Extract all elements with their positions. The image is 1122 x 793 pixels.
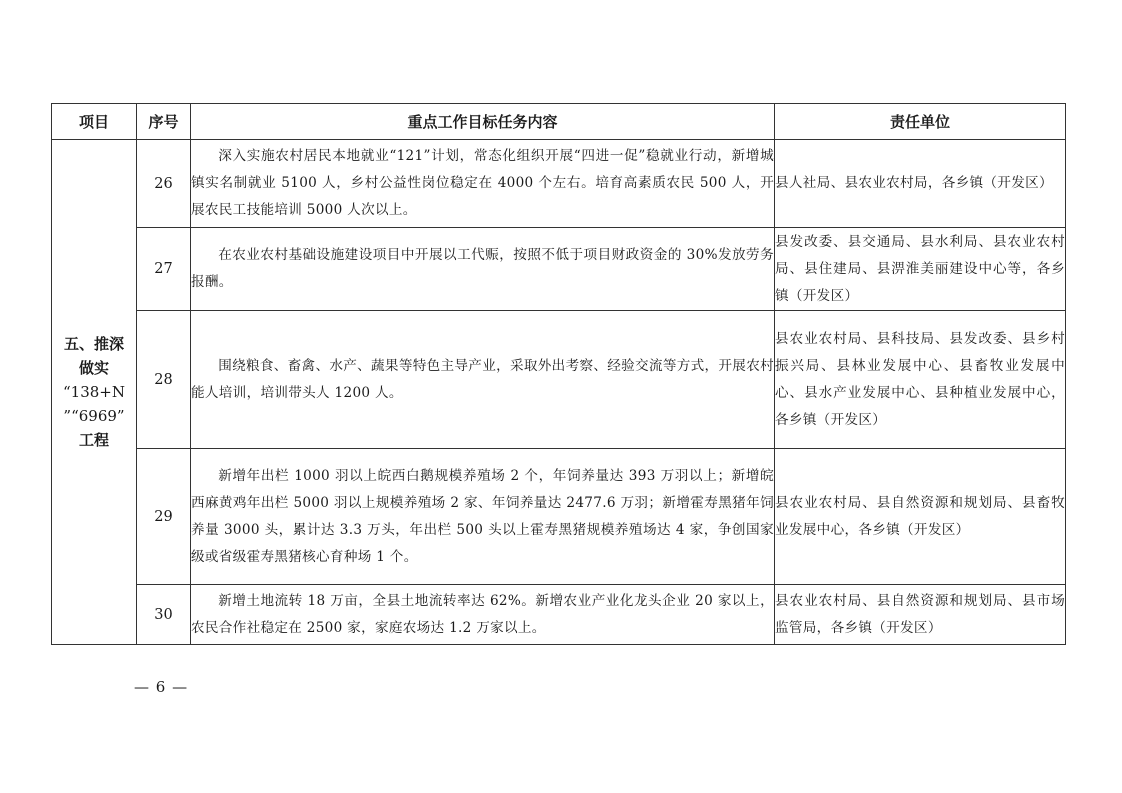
row-number: 29 (137, 449, 191, 585)
responsible-unit: 县发改委、县交通局、县水利局、县农业农村局、县住建局、县淠淮美丽建设中心等，各乡镇（开发区） (775, 228, 1066, 311)
responsible-unit: 县农业农村局、县科技局、县发改委、县乡村振兴局、县林业发展中心、县畜牧业发展中心、县水产业发展中心、县种植业发展中心，各乡镇（开发区） (775, 311, 1066, 449)
row-number: 27 (137, 228, 191, 311)
task-content: 新增土地流转 18 万亩，全县土地流转率达 62%。新增农业产业化龙头企业 20 家以上，农民合作社稳定在 2500 家，家庭农场达 1.2 万家以上。 (191, 585, 775, 645)
project-line: “138+N (63, 383, 125, 401)
page-number: — 6 — (134, 678, 189, 696)
responsible-unit: 县农业农村局、县自然资源和规划局、县畜牧业发展中心，各乡镇（开发区） (775, 449, 1066, 585)
responsible-unit: 县农业农村局、县自然资源和规划局、县市场监管局，各乡镇（开发区） (775, 585, 1066, 645)
task-content: 在农业农村基础设施建设项目中开展以工代赈，按照不低于项目财政资金的 30%发放劳务报酬。 (191, 228, 775, 311)
row-number: 28 (137, 311, 191, 449)
header-number: 序号 (137, 104, 191, 140)
header-content: 重点工作目标任务内容 (191, 104, 775, 140)
project-line: 五、推深 (63, 335, 124, 353)
task-content: 围绕粮食、畜禽、水产、蔬果等特色主导产业，采取外出考察、经验交流等方式，开展农村能人培训，培训带头人 1200 人。 (191, 311, 775, 449)
table-row (52, 311, 1066, 449)
project-category (52, 140, 137, 645)
row-number: 26 (137, 140, 191, 228)
table-header-row (52, 104, 1066, 140)
table-row (52, 228, 1066, 311)
project-line: 做实 (78, 359, 109, 377)
responsible-unit: 县人社局、县农业农村局，各乡镇（开发区） (775, 140, 1066, 228)
task-table (51, 103, 1066, 645)
table-row (52, 449, 1066, 585)
row-number: 30 (137, 585, 191, 645)
project-line: 工程 (78, 431, 109, 449)
table-row (52, 140, 1066, 228)
header-project: 项目 (52, 104, 137, 140)
project-line: ”“6969” (63, 407, 125, 425)
header-responsible-unit: 责任单位 (775, 104, 1066, 140)
task-content: 新增年出栏 1000 羽以上皖西白鹅规模养殖场 2 个，年饲养量达 393 万羽以上；新增皖西麻黄鸡年出栏 5000 羽以上规模养殖场 2 家、年饲养量达 2477.6 万羽；新增霍寿黑猪年饲养量 3000 头，累计达 3.3 万头，年出栏 500 头以上霍寿黑猪规模养殖场达 4 家，争创国家级或省级霍寿黑猪核心育种场 1 个。 (191, 449, 775, 585)
task-content: 深入实施农村居民本地就业“121”计划，常态化组织开展“四进一促”稳就业行动，新增城镇实名制就业 5100 人，乡村公益性岗位稳定在 4000 个左右。培育高素质农民 500 人，开展农民工技能培训 5000 人次以上。 (191, 140, 775, 228)
table-row (52, 585, 1066, 645)
